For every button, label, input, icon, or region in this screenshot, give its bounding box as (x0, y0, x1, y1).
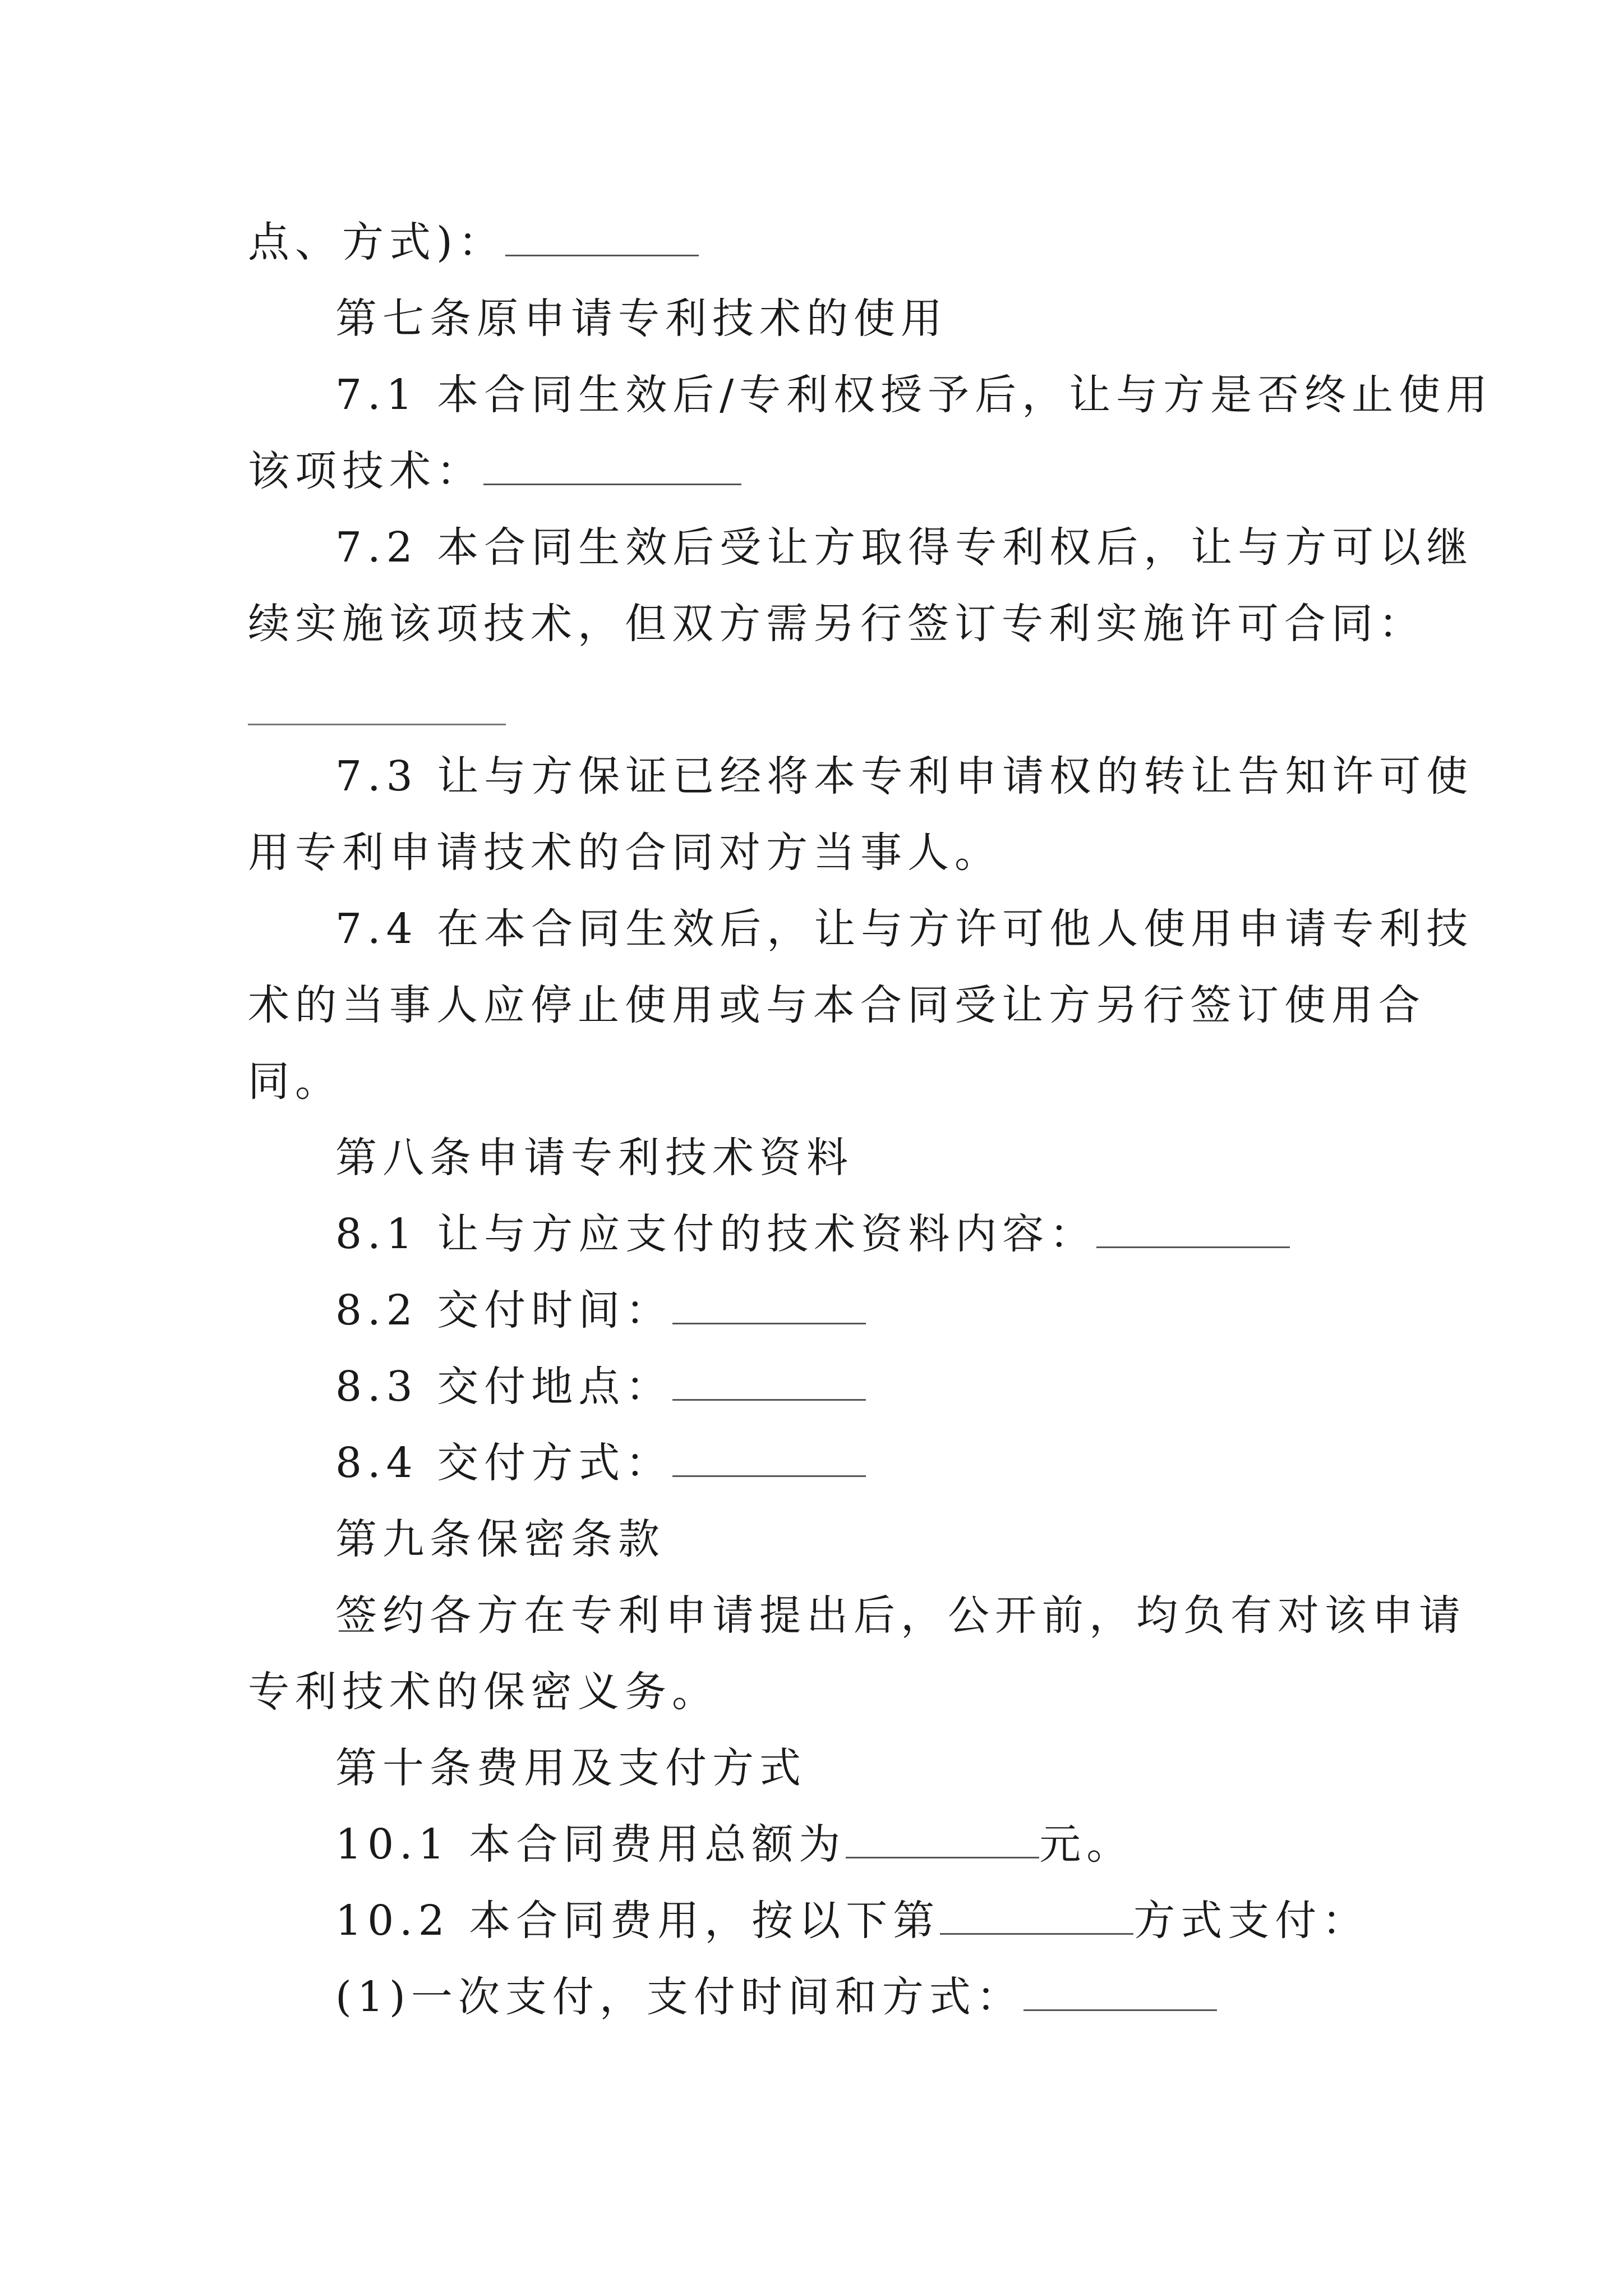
line-text: (1)一次支付，支付时间和方式： (335, 1973, 1023, 2021)
text-line (248, 443, 741, 499)
text-line (248, 825, 1002, 881)
text-line (248, 977, 1426, 1033)
line-text: 7.4 在本合同生效后，让与方许可他人使用申请专利技 (335, 905, 1474, 953)
text-line (335, 1893, 1369, 1949)
text-line (335, 901, 1473, 957)
fill-blank[interactable] (1096, 1212, 1290, 1248)
text-line (335, 1969, 1217, 2025)
fill-blank[interactable] (1023, 1975, 1217, 2011)
line-text: 7.3 让与方保证已经将本专利申请权的转让告知许可使 (335, 752, 1474, 800)
line-text: 续实施该项技术，但双方需另行签订专利实施许可合同： (248, 600, 1426, 648)
line-text: 签约各方在专利申请提出后，公开前，均负有对该申请 (335, 1591, 1466, 1640)
line-text: 术的当事人应停止使用或与本合同受让方另行签订使用合 (248, 981, 1426, 1029)
line-text: 点、方式)： (248, 218, 505, 266)
line-text: 10.1 本合同费用总额为 (335, 1820, 846, 1869)
text-line (248, 596, 1426, 652)
text-line (248, 1664, 719, 1720)
line-text: 用专利申请技术的合同对方当事人。 (248, 829, 1002, 877)
line-text: 8.1 让与方应支付的技术资料内容： (335, 1210, 1097, 1258)
heading-text: 第七条原申请专利技术的使用 (335, 295, 948, 343)
fill-blank[interactable] (483, 449, 741, 485)
fill-blank[interactable] (672, 1364, 866, 1401)
heading-text: 第十条费用及支付方式 (335, 1744, 806, 1792)
text-line (335, 1282, 866, 1338)
section-heading (335, 1511, 665, 1567)
fill-blank[interactable] (248, 724, 506, 725)
line-text: 同。 (248, 1057, 342, 1106)
line-text: 7.1 本合同生效后/专利权授予后，让与方是否终止使用 (335, 371, 1493, 419)
text-line (335, 1588, 1466, 1644)
line-text: 8.2 交付时间： (335, 1286, 673, 1335)
line-text: 10.2 本合同费用，按以下第 (335, 1897, 940, 1945)
section-heading (335, 1740, 806, 1796)
text-line (248, 214, 699, 270)
text-line (335, 519, 1473, 576)
line-text: 8.4 交付方式： (335, 1439, 673, 1487)
heading-text: 第九条保密条款 (335, 1515, 665, 1563)
text-line (335, 1359, 866, 1415)
section-heading (335, 1130, 854, 1186)
fill-blank[interactable] (846, 1822, 1039, 1858)
text-line (335, 748, 1473, 804)
text-line (335, 1816, 1133, 1872)
fill-blank[interactable] (940, 1898, 1133, 1935)
section-heading (335, 291, 948, 347)
line-text: 8.3 交付地点： (335, 1363, 673, 1411)
heading-text: 第八条申请专利技术资料 (335, 1134, 854, 1182)
line-text: 方式支付： (1133, 1897, 1370, 1945)
text-line (335, 367, 1493, 423)
fill-blank[interactable] (505, 220, 699, 256)
text-line (335, 1206, 1290, 1262)
line-text: 元。 (1039, 1820, 1134, 1869)
line-text: 专利技术的保密义务。 (248, 1668, 719, 1716)
text-line (335, 1435, 866, 1491)
line-text: 该项技术： (248, 447, 483, 495)
fill-blank[interactable] (672, 1441, 866, 1477)
fill-blank[interactable] (672, 1288, 866, 1324)
text-line (248, 1053, 342, 1110)
line-text: 7.2 本合同生效后受让方取得专利权后，让与方可以继 (335, 523, 1474, 572)
